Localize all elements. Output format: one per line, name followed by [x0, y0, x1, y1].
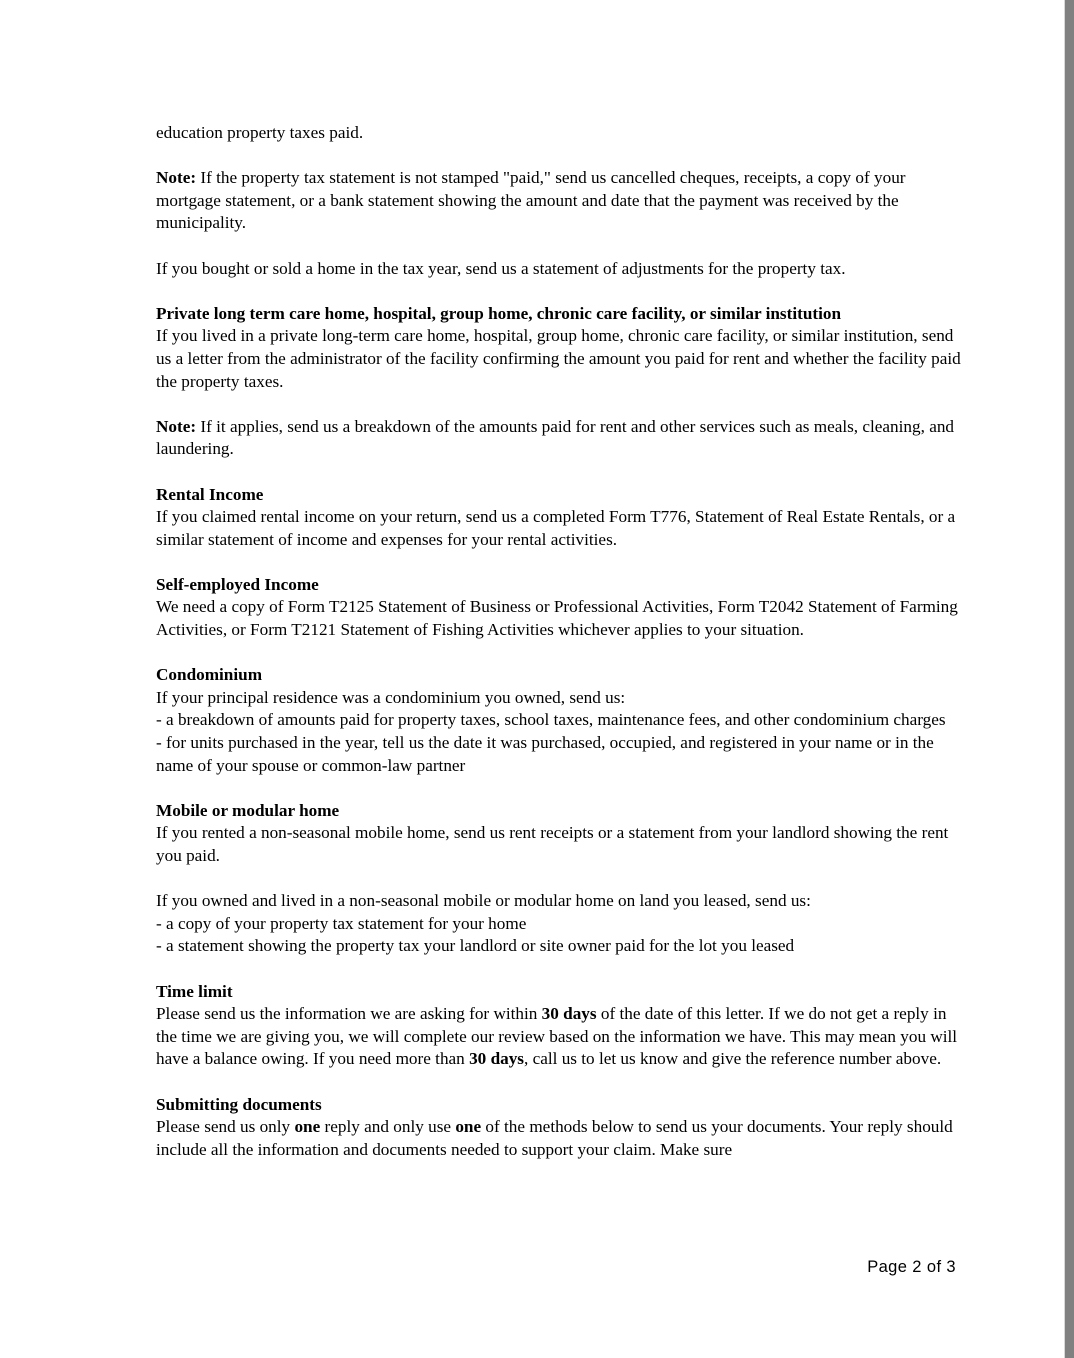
section-text [156, 1003, 962, 1071]
paragraph-text: If you owned and lived in a non-seasonal mobile or modular home on land you leased, send us: [156, 891, 811, 911]
section-submitting-documents [156, 1094, 962, 1162]
emphasis-text: 30 days [541, 1004, 597, 1024]
paragraph-text [156, 416, 962, 461]
run-text: of the methods below to send us your documents. Your reply should include all the information and documents needed to support your claim. Make sure [156, 1117, 953, 1159]
bullet-item: - a copy of your property tax statement for your home [156, 913, 527, 933]
section-heading: Self-employed Income [156, 574, 319, 594]
run-text: , call us to let us know and give the reference number above. [524, 1049, 942, 1069]
section-self-employed-income [156, 574, 962, 642]
section-mobile-modular-home [156, 800, 962, 868]
paragraph-mobile-owned-leased-land [156, 890, 962, 958]
run-text: reply and only use [320, 1117, 456, 1137]
section-text: If you lived in a private long-term care home, hospital, group home, chronic care facility, or similar institution, send us a letter from the administrator of the facility confirming the amount you paid for rent and whether the facility paid the property taxes. [156, 326, 961, 391]
bullet-item: - a breakdown of amounts paid for property taxes, school taxes, maintenance fees, and other condominium charges [156, 710, 946, 730]
page-right-gutter [1065, 0, 1074, 1358]
section-text [156, 1116, 962, 1161]
run-text: of the date of this letter. If we do not get a reply in the time we are giving you, we will complete our review based on the information we have. This may mean you will have a balance owing. If you need more than [156, 1004, 958, 1069]
run-text: Please send us only [156, 1117, 295, 1137]
emphasis-text: 30 days [469, 1049, 524, 1069]
section-rental-income [156, 484, 962, 552]
note-body: If it applies, send us a breakdown of the amounts paid for rent and other services such as meals, cleaning, and laundering. [156, 416, 955, 459]
paragraph-education-taxes [156, 122, 962, 145]
section-heading: Condominium [156, 665, 263, 685]
section-heading: Rental Income [156, 484, 264, 504]
document-body [156, 122, 962, 1161]
section-heading: Private long term care home, hospital, group home, chronic care facility, or similar institution [156, 303, 842, 323]
section-text: We need a copy of Form T2125 Statement of Business or Professional Activities, Form T2042 Statement of Farming Activities, or Form T2121 Statement of Fishing Activities whichever applies to your situation. [156, 597, 958, 640]
section-heading: Submitting documents [156, 1094, 322, 1114]
bullet-item: - a statement showing the property tax your landlord or site owner paid for the lot you leased [156, 936, 795, 956]
paragraph-note-tax-statement [156, 167, 962, 235]
page-edge-highlight [1058, 0, 1065, 1358]
paragraph-text: education property taxes paid. [156, 123, 364, 142]
section-condominium [156, 664, 962, 777]
paragraph-text: If you bought or sold a home in the tax year, send us a statement of adjustments for the property tax. [156, 258, 846, 278]
section-heading: Mobile or modular home [156, 800, 340, 820]
run-text: Please send us the information we are asking for within [156, 1004, 542, 1024]
emphasis-text: one [294, 1117, 321, 1137]
note-label: Note: [156, 416, 197, 436]
emphasis-text: one [455, 1117, 482, 1137]
paragraph-note-breakdown [156, 416, 962, 461]
section-text: If you rented a non-seasonal mobile home, send us rent receipts or a statement from your landlord showing the rent you paid. [156, 823, 949, 865]
bullet-item: - for units purchased in the year, tell us the date it was purchased, occupied, and registered in your name or in the name of your spouse or common-law partner [156, 733, 934, 775]
section-text: If you claimed rental income on your return, send us a completed Form T776, Statement of Real Estate Rentals, or a similar statement of income and expenses for your rental activities. [156, 507, 956, 549]
note-label: Note: [156, 168, 197, 188]
section-text: If your principal residence was a condominium you owned, send us: [156, 687, 626, 707]
section-time-limit [156, 981, 962, 1071]
note-body: If the property tax statement is not stamped "paid," send us cancelled cheques, receipts, a copy of your mortgage statement, or a bank statement showing the amount and date that the payment was received by the municipality. [156, 168, 906, 233]
paragraph-bought-sold-home [156, 258, 962, 281]
page-number-footer: Page 2 of 3 [867, 1258, 956, 1276]
section-heading: Time limit [156, 981, 233, 1001]
paragraph-text [156, 167, 962, 235]
section-private-care-home [156, 303, 962, 393]
